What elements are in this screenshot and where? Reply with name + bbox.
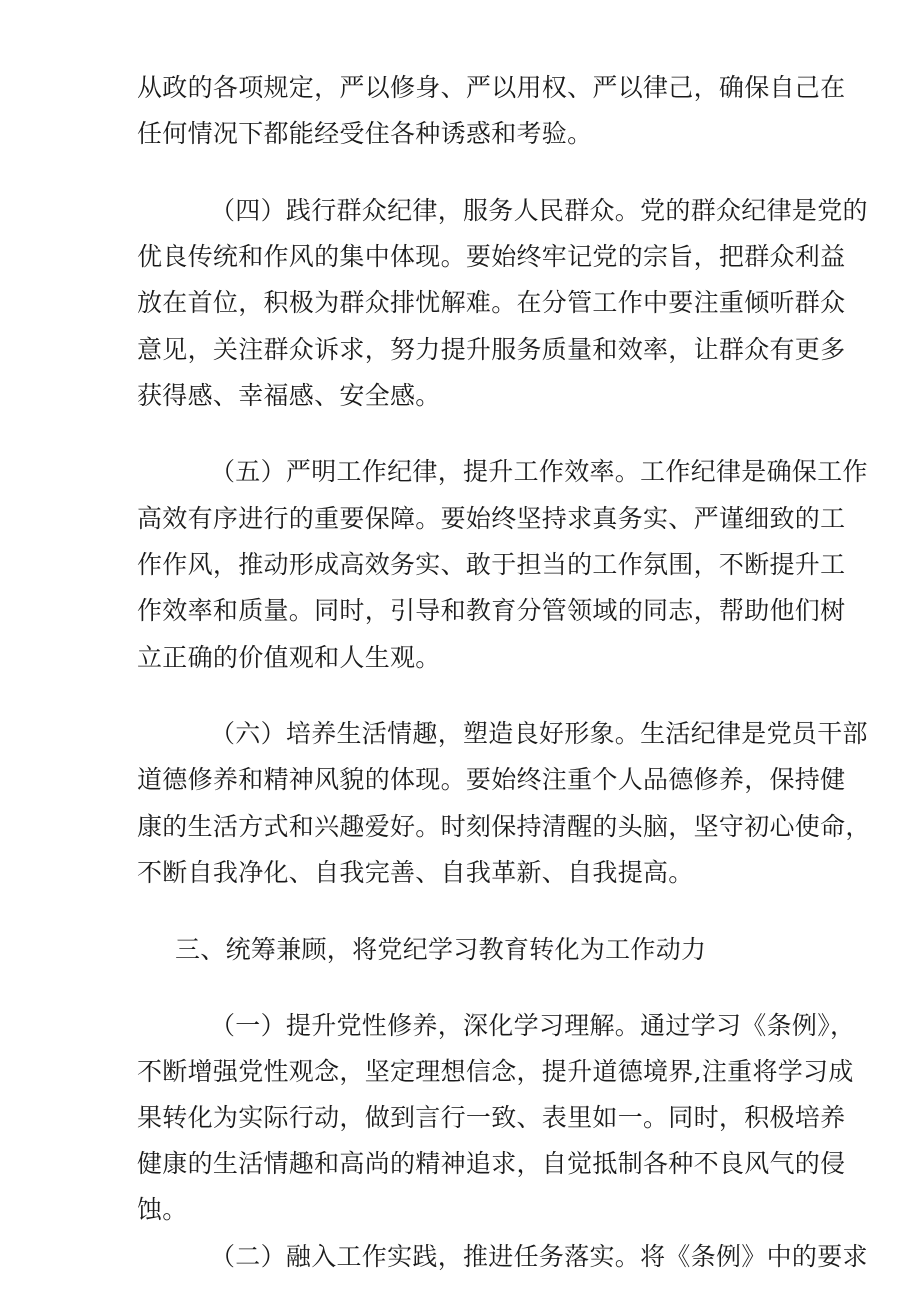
paragraph-start-line: （五）严明工作纪律，提升工作效率。工作纪律是确保工作 (210, 457, 868, 486)
text-line: 立正确的价值观和人生观。 (137, 643, 441, 672)
text-line: 作作风，推动形成高效务实、敢于担当的工作氛围，不断提升工 (137, 550, 846, 579)
text-line: 康的生活方式和兴趣爱好。时刻保持清醒的头脑，坚守初心使命， (137, 812, 871, 841)
section-heading: 三、统筹兼顾，将党纪学习教育转化为工作动力 (175, 935, 707, 964)
text-line: 优良传统和作风的集中体现。要始终牢记党的宗旨，把群众利益 (137, 242, 846, 271)
text-line: 不断自我净化、自我完善、自我革新、自我提高。 (137, 858, 694, 887)
text-line: 意见，关注群众诉求，努力提升服务质量和效率，让群众有更多 (137, 335, 846, 364)
text-line: 放在首位，积极为群众排忧解难。在分管工作中要注重倾听群众 (137, 288, 846, 317)
text-line: 不断增强党性观念，坚定理想信念，提升道德境界,注重将学习成 (137, 1057, 854, 1086)
text-line: 从政的各项规定，严以修身、严以用权、严以律己，确保自己在 (137, 73, 846, 102)
text-line: 获得感、幸福感、安全感。 (137, 381, 441, 410)
text-line: 果转化为实际行动，做到言行一致、表里如一。同时，积极培养 (137, 1103, 846, 1132)
paragraph-start-line: （四）践行群众纪律，服务人民群众。党的群众纪律是党的 (210, 196, 868, 225)
text-line: 道德修养和精神风貌的体现。要始终注重个人品德修养，保持健 (137, 765, 846, 794)
text-line: 作效率和质量。同时，引导和教育分管领域的同志，帮助他们树 (137, 596, 846, 625)
text-line: 健康的生活情趣和高尚的精神追求，自觉抵制各种不良风气的侵 (137, 1149, 846, 1178)
paragraph-start-line: （一）提升党性修养，深化学习理解。通过学习《条例》， (210, 1011, 856, 1040)
text-line: 任何情况下都能经受住各种诱惑和考验。 (137, 119, 593, 148)
paragraph-start-line: （六）培养生活情趣，塑造良好形象。生活纪律是党员干部 (210, 719, 868, 748)
text-line: 高效有序进行的重要保障。要始终坚持求真务实、严谨细致的工 (137, 504, 846, 533)
text-line: 蚀。 (137, 1195, 188, 1224)
paragraph-start-line: （二）融入工作实践，推进任务落实。将《条例》中的要求 (210, 1242, 868, 1271)
